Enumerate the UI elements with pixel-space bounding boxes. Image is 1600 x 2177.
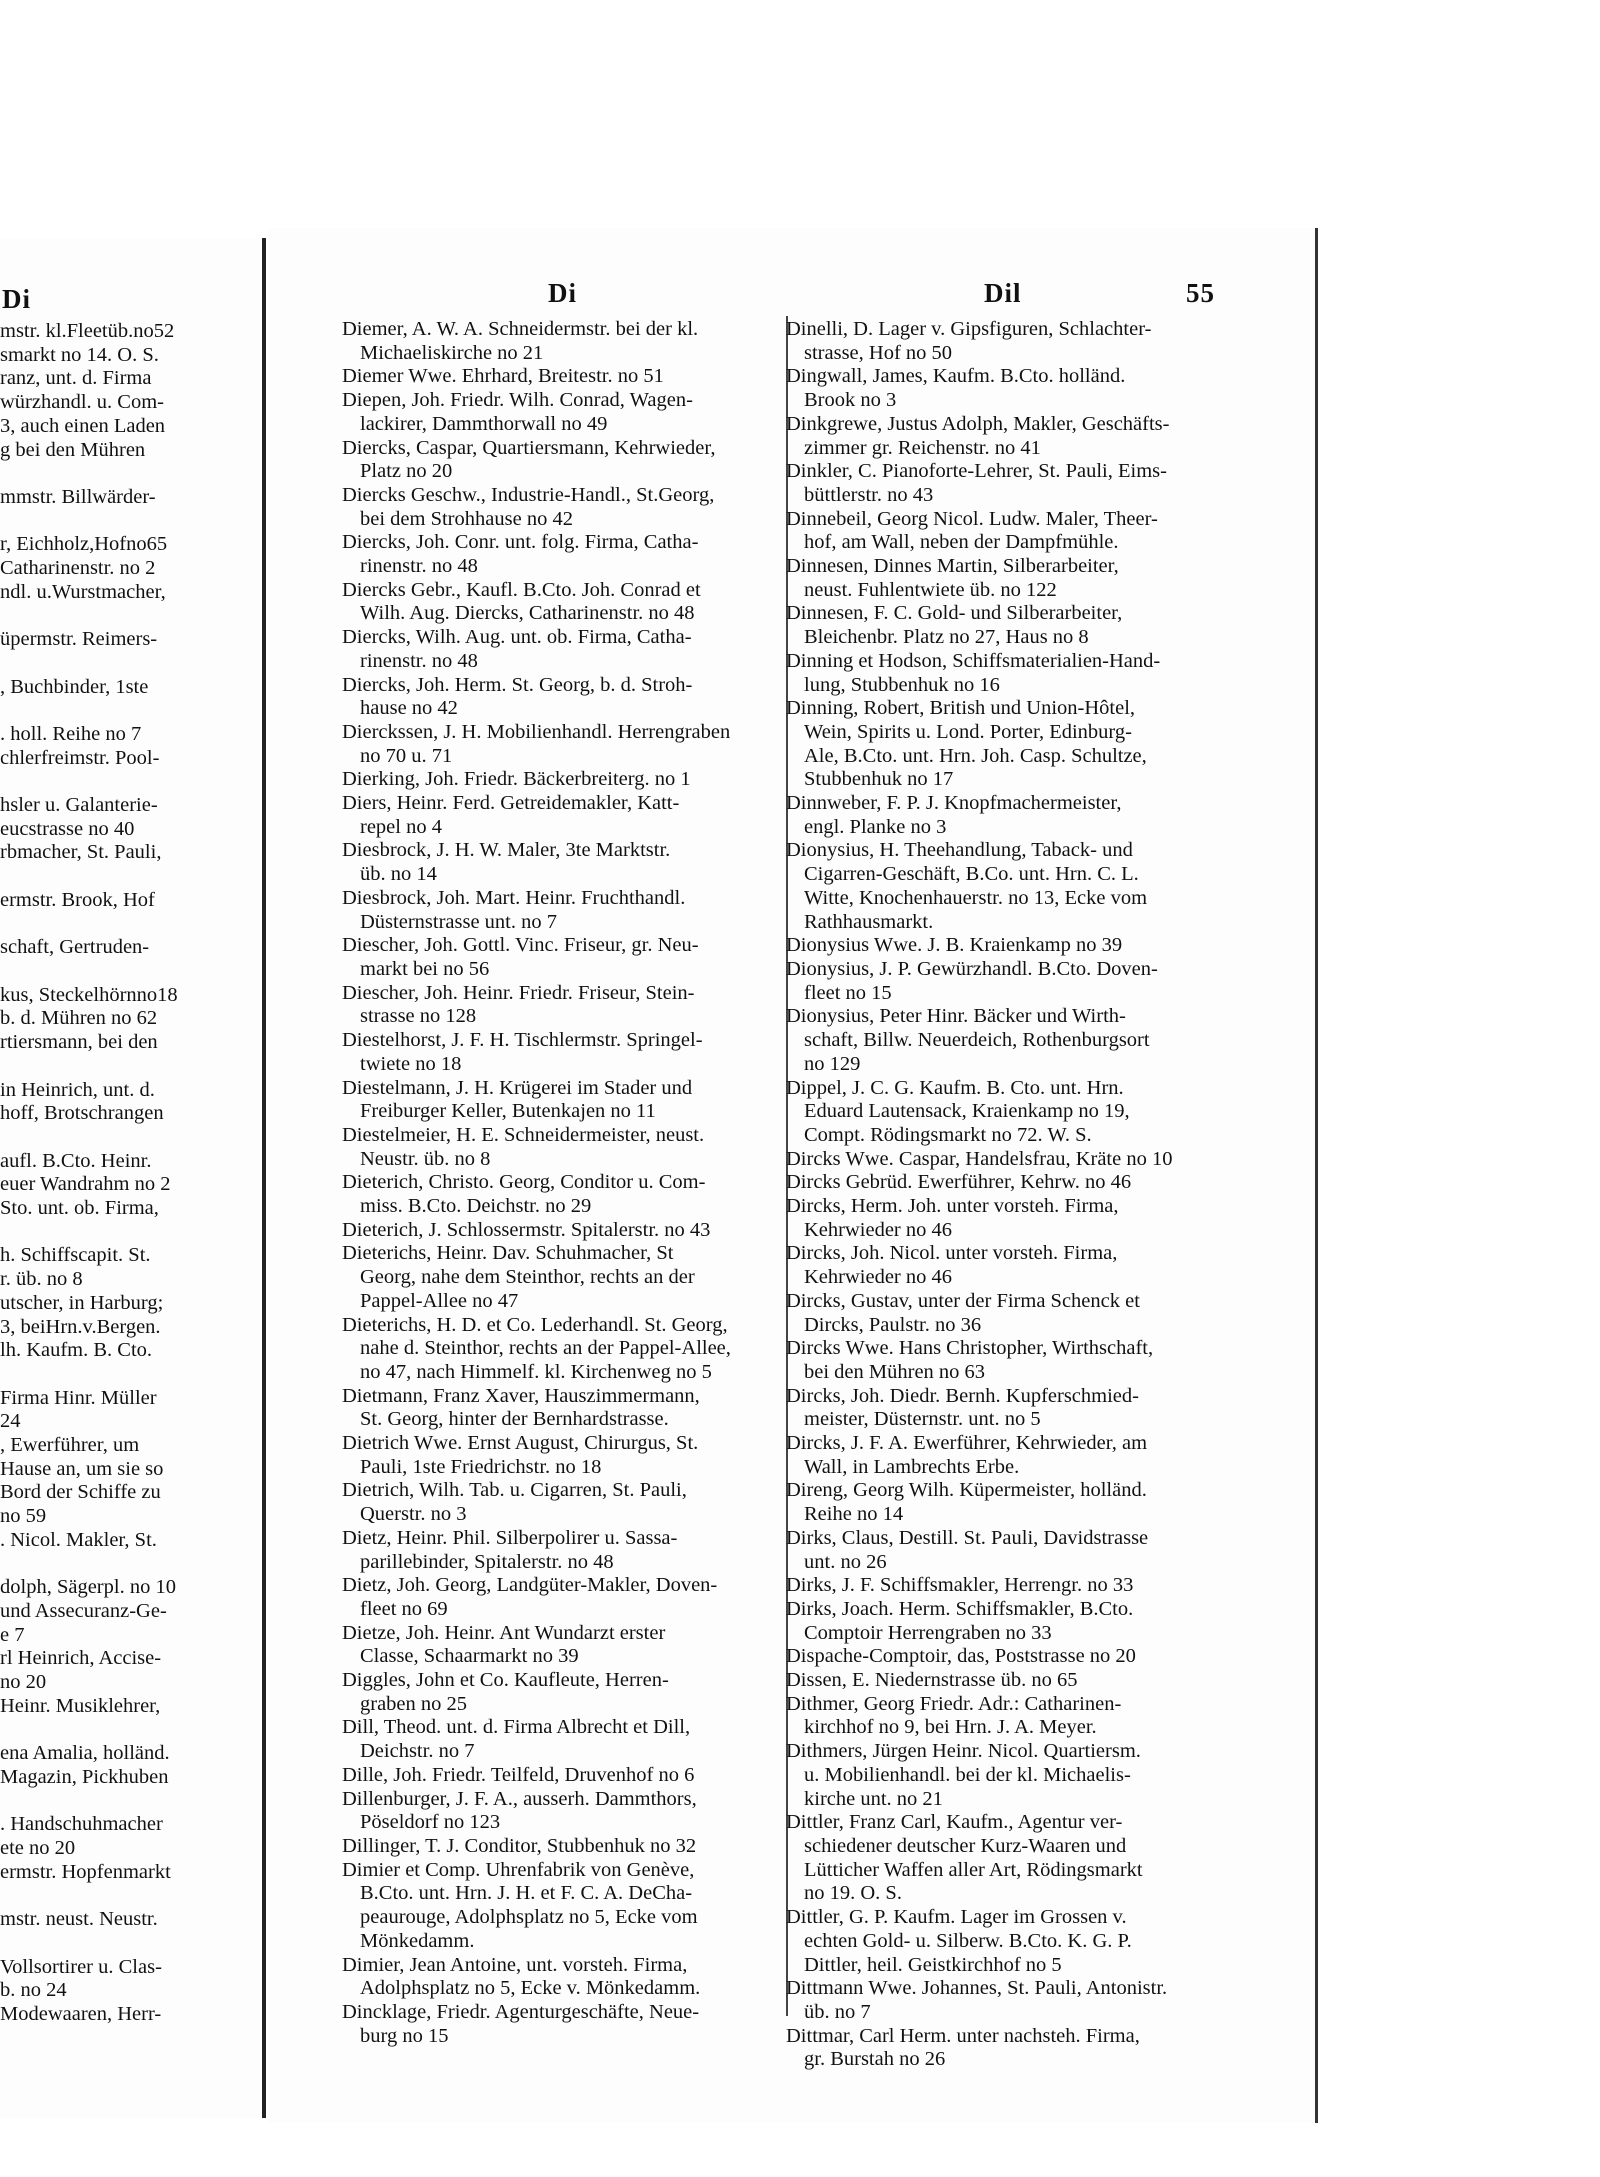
- directory-entry-line: Mönkedamm.: [360, 1929, 475, 1952]
- entries-column-2: [786, 318, 1182, 2072]
- left-page-line: [0, 1221, 258, 1245]
- directory-entry-line: lung, Stubbenhuk no 16: [804, 673, 1000, 696]
- left-page-line: Hause an, um sie so: [0, 1457, 164, 1480]
- left-page-line: e 7: [0, 1623, 25, 1646]
- directory-entry-line: Dithmer, Georg Friedr. Adr.: Catharinen-: [786, 1692, 1122, 1715]
- directory-entry-line: Dierckssen, J. H. Mobilienhandl. Herrengraben: [342, 720, 731, 743]
- left-page-line: [0, 865, 258, 889]
- left-page-line: Modewaaren, Herr-: [0, 2002, 162, 2025]
- left-page-line: [0, 510, 258, 534]
- left-page-line: [0, 699, 258, 723]
- left-page-line: , Buchbinder, 1ste: [0, 675, 149, 698]
- directory-entry-line: Dietrich Wwe. Ernst August, Chirurgus, St.: [342, 1432, 699, 1455]
- directory-entry-line: Platz no 20: [360, 460, 453, 483]
- left-page-line: g bei den Mühren: [0, 438, 146, 461]
- directory-entry-line: Dittler, heil. Geistkirchhof no 5: [804, 1953, 1062, 1976]
- directory-entry-line: Dircks, Joh. Nicol. unter vorsteh. Firma,: [786, 1242, 1118, 1265]
- directory-entry-line: meister, Düsternstr. unt. no 5: [804, 1408, 1041, 1431]
- left-page-line: Magazin, Pickhuben: [0, 1765, 169, 1788]
- directory-entry-line: Dillenburger, J. F. A., ausserh. Dammthors,: [342, 1787, 697, 1810]
- directory-entry-line: Dinkgrewe, Justus Adolph, Makler, Geschäfts-: [786, 412, 1170, 435]
- left-page-line: [0, 960, 258, 984]
- directory-entry-line: nahe d. Steinthor, rechts an der Pappel-Allee,: [360, 1337, 731, 1360]
- directory-entry-line: Classe, Schaarmarkt no 39: [360, 1645, 579, 1668]
- directory-entry-line: kirchhof no 9, bei Hrn. J. A. Meyer.: [804, 1716, 1097, 1739]
- left-page-line: ranz, unt. d. Firma: [0, 367, 152, 390]
- left-page-line: chlerfreimstr. Pool-: [0, 746, 160, 769]
- directory-entry-line: Diesbrock, J. H. W. Maler, 3te Marktstr.: [342, 839, 671, 862]
- directory-entry-line: Dietz, Joh. Georg, Landgüter-Makler, Doven-: [342, 1574, 718, 1597]
- directory-entry-line: burg no 15: [360, 2024, 449, 2047]
- directory-entry-line: markt bei no 56: [360, 957, 490, 980]
- left-page-line: rtiersmann, bei den: [0, 1031, 158, 1054]
- left-page-line: smarkt no 14. O. S.: [0, 343, 159, 366]
- directory-entry-line: Dionysius, J. P. Gewürzhandl. B.Cto. Doven-: [786, 957, 1158, 980]
- left-page-line: lh. Kaufm. B. Cto.: [0, 1339, 153, 1362]
- left-page-line: rl Heinrich, Accise-: [0, 1647, 162, 1670]
- left-page-line: hsler u. Galanterie-: [0, 794, 158, 817]
- directory-entry-line: Cigarren-Geschäft, B.Co. unt. Hrn. C. L.: [804, 863, 1139, 886]
- left-page-line: utscher, in Harburg;: [0, 1291, 164, 1314]
- directory-entry-line: Dionysius Wwe. J. B. Kraienkamp no 39: [786, 934, 1123, 957]
- left-page-line: ermstr. Hopfenmarkt: [0, 1860, 171, 1883]
- directory-entry-line: Dieterich, Christo. Georg, Conditor u. Com-: [342, 1171, 706, 1194]
- directory-entry-line: Direng, Georg Wilh. Küpermeister, holländ.: [786, 1479, 1147, 1502]
- directory-entry-line: hause no 42: [360, 697, 458, 720]
- directory-entry-line: Ale, B.Cto. unt. Hrn. Joh. Casp. Schultze,: [804, 744, 1147, 767]
- directory-entry-line: Comptoir Herrengraben no 33: [804, 1621, 1052, 1644]
- left-page-line: . holl. Reihe no 7: [0, 722, 142, 745]
- directory-entry-line: Dingwall, James, Kaufm. B.Cto. holländ.: [786, 365, 1126, 388]
- left-page-line: mstr. kl.Fleetüb.no52: [0, 320, 175, 342]
- left-page-line: ermstr. Brook, Hof: [0, 888, 155, 911]
- left-page-line: 3, auch einen Laden: [0, 414, 166, 437]
- left-page-line: dolph, Sägerpl. no 10: [0, 1576, 176, 1599]
- directory-entry-line: Dillinger, T. J. Conditor, Stubbenhuk no 32: [342, 1835, 697, 1857]
- directory-entry-line: Diercks, Wilh. Aug. unt. ob. Firma, Catha-: [342, 626, 692, 649]
- directory-entry-line: rinenstr. no 48: [360, 555, 478, 578]
- directory-entry-line: Dieterich, J. Schlossermstr. Spitalerstr. no 43: [342, 1218, 711, 1241]
- directory-entry-line: schiedener deutscher Kurz-Waaren und: [804, 1835, 1127, 1857]
- directory-entry-line: no 19. O. S.: [804, 1882, 902, 1905]
- directory-entry-line: Dircks Wwe. Hans Christopher, Wirthschaft,: [786, 1337, 1154, 1360]
- left-page-line: [0, 1126, 258, 1150]
- left-page-line: Heinr. Musiklehrer,: [0, 1694, 161, 1717]
- directory-entry-line: strasse no 128: [360, 1005, 477, 1028]
- directory-entry-line: Dircks, Paulstr. no 36: [804, 1313, 982, 1336]
- directory-entry-line: peaurouge, Adolphsplatz no 5, Ecke vom: [360, 1906, 698, 1929]
- directory-entry-line: Dircks Gebrüd. Ewerführer, Kehrw. no 46: [786, 1171, 1132, 1194]
- directory-entry-line: Dionysius, Peter Hinr. Bäcker und Wirth-: [786, 1005, 1126, 1028]
- directory-entry-line: Diescher, Joh. Heinr. Friedr. Friseur, Stein-: [342, 981, 695, 1004]
- directory-entry-line: Dircks, Gustav, unter der Firma Schenck et: [786, 1289, 1140, 1312]
- directory-entry-line: Diercks, Joh. Conr. unt. folg. Firma, Catha-: [342, 531, 699, 554]
- left-page-line: würzhandl. u. Com-: [0, 391, 164, 414]
- left-page-line: ena Amalia, holländ.: [0, 1742, 170, 1765]
- left-page-line: r, Eichholz,Hofno65: [0, 533, 168, 556]
- directory-entry-line: Diercks Geschw., Industrie-Handl., St.Georg,: [342, 483, 715, 506]
- left-page-line: [0, 1932, 258, 1956]
- directory-entry-line: Diercks, Joh. Herm. St. Georg, b. d. Stroh-: [342, 673, 693, 696]
- left-page-line: hoff, Brotschrangen: [0, 1102, 164, 1125]
- directory-entry-line: Pauli, 1ste Friedrichstr. no 18: [360, 1455, 602, 1478]
- left-page-line: Bord der Schiffe zu: [0, 1481, 161, 1504]
- directory-entry-line: zimmer gr. Reichenstr. no 41: [804, 436, 1041, 459]
- left-page-line: üpermstr. Reimers-: [0, 628, 158, 651]
- directory-entry-line: Diesbrock, Joh. Mart. Heinr. Fruchthandl.: [342, 886, 686, 909]
- directory-entry-line: strasse, Hof no 50: [804, 341, 953, 364]
- directory-entry-line: Dinkler, C. Pianoforte-Lehrer, St. Pauli, Eims-: [786, 460, 1167, 483]
- directory-entry-line: hof, am Wall, neben der Dampfmühle.: [804, 531, 1119, 554]
- left-page-line: schaft, Gertruden-: [0, 936, 150, 959]
- directory-entry-line: Dinning, Robert, British und Union-Hôtel,: [786, 697, 1136, 720]
- left-page-line: [0, 462, 258, 486]
- directory-entry-line: Diescher, Joh. Gottl. Vinc. Friseur, gr. Neu-: [342, 934, 699, 957]
- directory-entry-line: Freiburger Keller, Butenkajen no 11: [360, 1100, 656, 1123]
- directory-entry-line: Brook no 3: [804, 389, 897, 412]
- directory-entry-line: Dinelli, D. Lager v. Gipsfiguren, Schlachter-: [786, 318, 1152, 340]
- left-page-line: eucstrasse no 40: [0, 817, 135, 840]
- directory-entry-line: graben no 25: [360, 1692, 468, 1715]
- left-page-line: in Heinrich, unt. d.: [0, 1078, 155, 1101]
- left-page-line: euer Wandrahm no 2: [0, 1173, 171, 1196]
- directory-entry-line: Dithmers, Jürgen Heinr. Nicol. Quartiersm.: [786, 1740, 1141, 1763]
- left-page-line: ete no 20: [0, 1837, 76, 1859]
- directory-entry-line: no 70 u. 71: [360, 744, 453, 767]
- left-page-line: aufl. B.Cto. Heinr.: [0, 1149, 152, 1172]
- left-page-line: [0, 1363, 258, 1387]
- directory-entry-line: Diggles, John et Co. Kaufleute, Herren-: [342, 1669, 669, 1692]
- directory-entry-line: Kehrwieder no 46: [804, 1266, 953, 1289]
- directory-entry-line: Pöseldorf no 123: [360, 1811, 501, 1834]
- directory-entry-line: Dispache-Comptoir, das, Poststrasse no 20: [786, 1645, 1136, 1668]
- directory-entry-line: bei dem Strohhause no 42: [360, 507, 573, 530]
- directory-entry-line: Querstr. no 3: [360, 1503, 467, 1526]
- directory-entry-line: twiete no 18: [360, 1052, 462, 1075]
- left-page-line: h. Schiffscapit. St.: [0, 1244, 151, 1267]
- directory-entry-line: Dissen, E. Niedernstrasse üb. no 65: [786, 1669, 1078, 1692]
- left-page-line: [0, 770, 258, 794]
- left-page-line: , Ewerführer, um: [0, 1434, 140, 1457]
- left-page-line: ndl. u.Wurstmacher,: [0, 580, 166, 603]
- directory-entry-line: Diestelhorst, J. F. H. Tischlermstr. Springel-: [342, 1029, 703, 1052]
- left-page-line: [0, 1718, 258, 1742]
- left-page-line: kus, Steckelhörnno18: [0, 983, 178, 1006]
- left-page-line: Sto. unt. ob. Firma,: [0, 1197, 159, 1220]
- directory-entry-line: Dittler, Franz Carl, Kaufm., Agentur ver-: [786, 1811, 1123, 1834]
- directory-entry-line: Diestelmann, J. H. Krügerei im Stader und: [342, 1076, 693, 1099]
- directory-entry-line: Dinnebeil, Georg Nicol. Ludw. Maler, Theer-: [786, 507, 1158, 530]
- directory-entry-line: Dittmar, Carl Herm. unter nachsteh. Firma,: [786, 2024, 1140, 2047]
- left-page-line: [0, 1055, 258, 1079]
- right-page-header-left: Di: [548, 278, 577, 308]
- directory-entry-line: Dimier, Jean Antoine, unt. vorsteh. Firma,: [342, 1953, 688, 1976]
- directory-entry-line: St. Georg, hinter der Bernhardstrasse.: [360, 1408, 669, 1431]
- directory-entry-line: Dietmann, Franz Xaver, Hauszimmermann,: [342, 1384, 700, 1407]
- directory-entry-line: parillebinder, Spitalerstr. no 48: [360, 1550, 614, 1573]
- left-page-line: rbmacher, St. Pauli,: [0, 841, 162, 864]
- directory-entry-line: Dittler, G. P. Kaufm. Lager im Grossen v.: [786, 1906, 1127, 1929]
- directory-entry-line: Dimier et Comp. Uhrenfabrik von Genève,: [342, 1858, 695, 1881]
- left-page-line: Vollsortirer u. Clas-: [0, 1955, 162, 1978]
- left-page-line: 24: [0, 1410, 21, 1433]
- directory-entry-line: Dirks, Claus, Destill. St. Pauli, Davidstrasse: [786, 1526, 1149, 1549]
- directory-entry-line: Dinnweber, F. P. J. Knopfmachermeister,: [786, 792, 1122, 815]
- directory-entry-line: Düsternstrasse unt. no 7: [360, 910, 558, 933]
- directory-entry-line: repel no 4: [360, 815, 442, 838]
- directory-entry-line: schaft, Billw. Neuerdeich, Rothenburgsort: [804, 1029, 1150, 1052]
- left-page-line: . Handschuhmacher: [0, 1813, 163, 1836]
- directory-entry-line: Rathhausmarkt.: [804, 910, 934, 933]
- directory-entry-line: Dinning et Hodson, Schiffsmaterialien-Hand-: [786, 649, 1161, 672]
- left-page: [0, 238, 266, 2118]
- directory-entry-line: Dircks, Joh. Diedr. Bernh. Kupferschmied-: [786, 1384, 1139, 1407]
- directory-entry-line: Dietrich, Wilh. Tab. u. Cigarren, St. Pauli,: [342, 1479, 687, 1502]
- directory-entry-line: Dierking, Joh. Friedr. Bäckerbreiterg. no 1: [342, 768, 691, 791]
- directory-entry-line: Neustr. üb. no 8: [360, 1147, 491, 1170]
- left-page-line: b. no 24: [0, 1979, 67, 2002]
- directory-entry-line: Compt. Rödingsmarkt no 72. W. S.: [804, 1123, 1092, 1146]
- directory-entry-line: Wilh. Aug. Diercks, Catharinenstr. no 48: [360, 602, 695, 625]
- directory-entry-line: Wein, Spirits u. Lond. Porter, Edinburg-: [804, 720, 1132, 743]
- left-page-line: no 20: [0, 1671, 47, 1694]
- directory-entry-line: Diercks Gebr., Kaufl. B.Cto. Joh. Conrad et: [342, 578, 701, 601]
- directory-entry-line: Deichstr. no 7: [360, 1740, 475, 1763]
- directory-entry-line: Diers, Heinr. Ferd. Getreidemakler, Katt-: [342, 792, 680, 815]
- left-page-header: Di: [2, 284, 31, 314]
- directory-entry-line: Dietz, Heinr. Phil. Silberpolirer u. Sassa-: [342, 1526, 678, 1549]
- directory-entry-line: Wall, in Lambrechts Erbe.: [804, 1455, 1020, 1478]
- directory-entry-line: Dirks, Joach. Herm. Schiffsmakler, B.Cto.: [786, 1597, 1134, 1620]
- directory-entry-line: Dill, Theod. unt. d. Firma Albrecht et Dill,: [342, 1716, 691, 1739]
- directory-entry-line: Dinnesen, F. C. Gold- und Silberarbeiter,: [786, 602, 1123, 625]
- directory-entry-line: Pappel-Allee no 47: [360, 1289, 519, 1312]
- left-page-column: [0, 320, 258, 2027]
- directory-entry-line: kirche unt. no 21: [804, 1787, 943, 1810]
- directory-entry-line: Dippel, J. C. G. Kaufm. B. Cto. unt. Hrn.: [786, 1076, 1124, 1099]
- left-page-line: [0, 604, 258, 628]
- directory-entry-line: Dionysius, H. Theehandlung, Taback- und: [786, 839, 1133, 862]
- directory-entry-line: fleet no 15: [804, 981, 892, 1004]
- left-page-line: r. üb. no 8: [0, 1268, 83, 1291]
- directory-entry-line: echten Gold- u. Silberw. B.Cto. K. G. P.: [804, 1929, 1132, 1952]
- directory-entry-line: lackirer, Dammthorwall no 49: [360, 412, 608, 435]
- directory-entry-line: miss. B.Cto. Deichstr. no 29: [360, 1195, 592, 1218]
- directory-entry-line: no 47, nach Himmelf. kl. Kirchenweg no 5: [360, 1360, 712, 1383]
- directory-entry-line: gr. Burstah no 26: [804, 2048, 946, 2071]
- directory-entry-line: Eduard Lautensack, Kraienkamp no 19,: [804, 1100, 1130, 1123]
- directory-entry-line: Dieterichs, H. D. et Co. Lederhandl. St. Georg,: [342, 1313, 728, 1336]
- directory-entry-line: Stubbenhuk no 17: [804, 768, 954, 791]
- directory-entry-line: unt. no 26: [804, 1550, 887, 1573]
- directory-entry-line: fleet no 69: [360, 1597, 448, 1620]
- left-page-line: [0, 652, 258, 676]
- directory-entry-line: Dille, Joh. Friedr. Teilfeld, Druvenhof no 6: [342, 1763, 695, 1786]
- directory-entry-line: no 129: [804, 1052, 861, 1075]
- directory-entry-line: Diercks, Caspar, Quartiersmann, Kehrwieder,: [342, 436, 716, 459]
- right-page: [268, 228, 1318, 2123]
- directory-entry-line: Dircks Wwe. Caspar, Handelsfrau, Kräte no 10: [786, 1147, 1173, 1170]
- left-page-line: [0, 1790, 258, 1814]
- left-page-line: no 59: [0, 1505, 47, 1528]
- directory-entry-line: Dirks, J. F. Schiffsmakler, Herrengr. no 33: [786, 1574, 1134, 1597]
- left-page-line: [0, 1884, 258, 1908]
- directory-entry-line: üb. no 7: [804, 2000, 871, 2023]
- directory-entry-line: Witte, Knochenhauerstr. no 13, Ecke vom: [804, 886, 1148, 909]
- directory-entry-line: Diestelmeier, H. E. Schneidermeister, neust.: [342, 1123, 705, 1146]
- right-page-header-right: Dil: [984, 278, 1022, 308]
- directory-entry-line: Bleichenbr. Platz no 27, Haus no 8: [804, 626, 1089, 649]
- directory-entry-line: Georg, nahe dem Steinthor, rechts an der: [360, 1266, 695, 1289]
- left-page-line: b. d. Mühren no 62: [0, 1007, 158, 1030]
- directory-entry-line: Kehrwieder no 46: [804, 1218, 953, 1241]
- left-page-line: [0, 1553, 258, 1577]
- directory-entry-line: u. Mobilienhandl. bei der kl. Michaelis-: [804, 1763, 1131, 1786]
- directory-entry-line: Dittmann Wwe. Johannes, St. Pauli, Antonistr.: [786, 1977, 1168, 2000]
- directory-entry-line: Dieterichs, Heinr. Dav. Schuhmacher, St: [342, 1242, 674, 1265]
- directory-entry-line: Adolphsplatz no 5, Ecke v. Mönkedamm.: [360, 1977, 701, 2000]
- directory-entry-line: B.Cto. unt. Hrn. J. H. et F. C. A. DeCha-: [360, 1882, 693, 1905]
- left-page-line: und Assecuranz-Ge-: [0, 1599, 167, 1622]
- entries-column-1: [342, 318, 738, 2048]
- directory-entry-line: Diemer Wwe. Ehrhard, Breitestr. no 51: [342, 365, 664, 388]
- directory-entry-line: neust. Fuhlentwiete üb. no 122: [804, 578, 1057, 601]
- directory-entry-line: bei den Mühren no 63: [804, 1360, 986, 1383]
- left-page-line: Catharinenstr. no 2: [0, 557, 156, 580]
- left-page-line: 3, beiHrn.v.Bergen.: [0, 1315, 161, 1338]
- directory-entry-line: üb. no 14: [360, 863, 437, 886]
- directory-entry-line: Dietze, Joh. Heinr. Ant Wundarzt erster: [342, 1621, 666, 1644]
- directory-entry-line: Dircks, J. F. A. Ewerführer, Kehrwieder, am: [786, 1432, 1148, 1455]
- directory-entry-line: büttlerstr. no 43: [804, 483, 934, 506]
- left-page-line: mmstr. Billwärder-: [0, 485, 156, 508]
- directory-entry-line: Diepen, Joh. Friedr. Wilh. Conrad, Wagen-: [342, 389, 693, 412]
- directory-entry-line: rinenstr. no 48: [360, 649, 478, 672]
- page-number: 55: [1186, 278, 1215, 308]
- left-page-line: mstr. neust. Neustr.: [0, 1908, 158, 1931]
- directory-entry-line: Dircks, Herm. Joh. unter vorsteh. Firma,: [786, 1195, 1119, 1218]
- directory-entry-line: engl. Planke no 3: [804, 815, 947, 838]
- directory-entry-line: Lütticher Waffen aller Art, Rödingsmarkt: [804, 1858, 1143, 1881]
- left-page-line: [0, 913, 258, 937]
- directory-entry-line: Reihe no 14: [804, 1503, 904, 1526]
- left-page-line: Firma Hinr. Müller: [0, 1386, 157, 1409]
- directory-entry-line: Diemer, A. W. A. Schneidermstr. bei der kl.: [342, 318, 699, 340]
- directory-entry-line: Michaeliskirche no 21: [360, 341, 544, 364]
- left-page-line: . Nicol. Makler, St.: [0, 1528, 157, 1551]
- directory-entry-line: Dincklage, Friedr. Agenturgeschäfte, Neue-: [342, 2000, 700, 2023]
- directory-entry-line: Dinnesen, Dinnes Martin, Silberarbeiter,: [786, 555, 1119, 578]
